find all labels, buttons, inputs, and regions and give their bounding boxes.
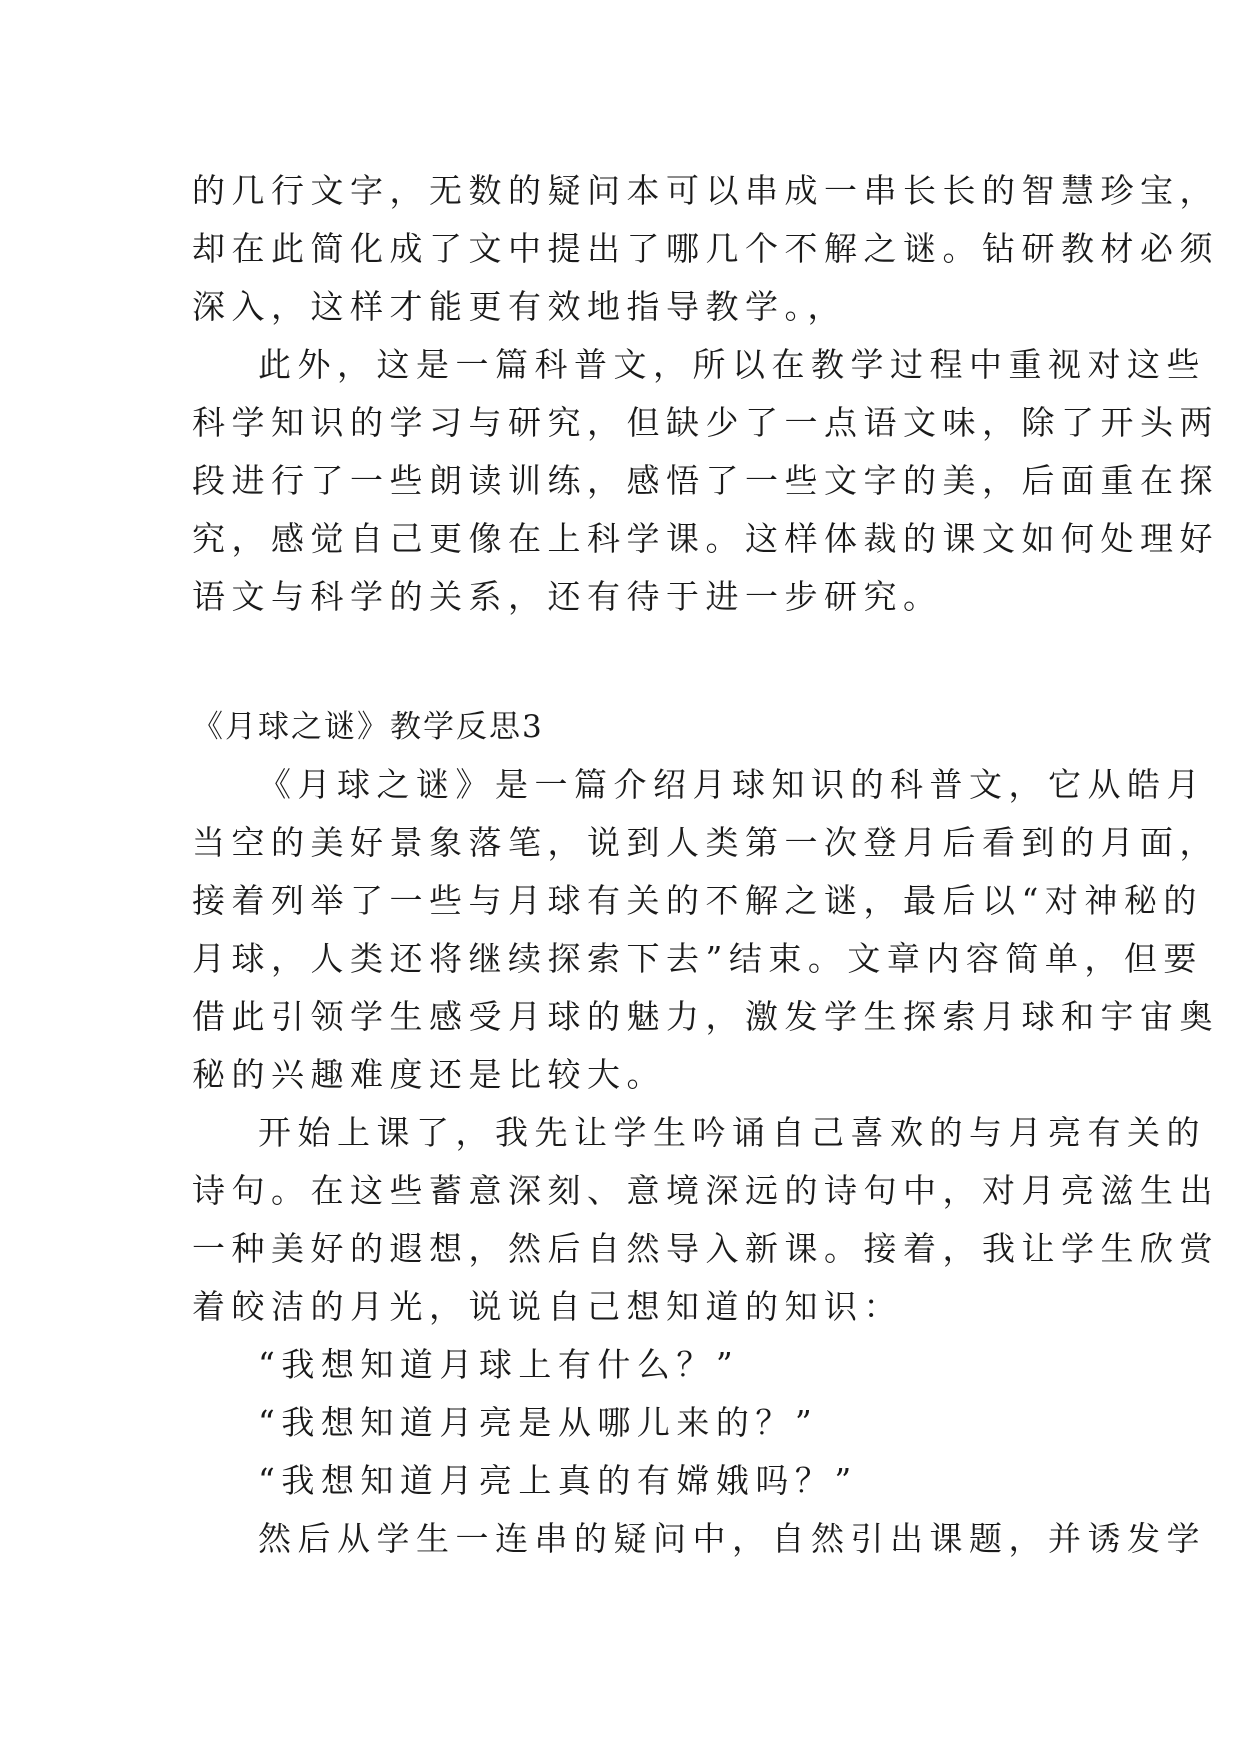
- quote-line: “我想知道月亮是从哪儿来的？”: [258, 1403, 819, 1442]
- paragraph-line: 接着列举了一些与月球有关的不解之谜，最后以“对神秘的: [192, 881, 1203, 920]
- paragraph-line: 科学知识的学习与研究，但缺少了一点语文味，除了开头两: [192, 403, 1219, 442]
- section-gap: [192, 626, 1062, 698]
- paragraph-line: 语文与科学的关系，还有待于进一步研究。: [192, 577, 943, 616]
- paragraph-line: 《月球之谜》是一篇介绍月球知识的科普文，它从皓月: [258, 765, 1206, 804]
- paragraph-line: 月球，人类还将继续探索下去”结束。文章内容简单，但要: [192, 939, 1203, 978]
- paragraph-line: 却在此简化成了文中提出了哪几个不解之谜。钻研教材必须: [192, 229, 1219, 268]
- paragraph-line: 的几行文字，无数的疑问本可以串成一串长长的智慧珍宝，: [192, 171, 1219, 210]
- quote-line: “我想知道月球上有什么？”: [258, 1345, 740, 1384]
- section-heading: 《月球之谜》教学反思3: [192, 709, 544, 745]
- paragraph-line: 深入，这样才能更有效地指导教学。，: [192, 287, 847, 326]
- paragraph-line: 诗句。在这些蓄意深刻、意境深远的诗句中，对月亮滋生出: [192, 1171, 1219, 1210]
- paragraph-line: 秘的兴趣难度还是比较大。: [192, 1055, 666, 1094]
- paragraph-line: 当空的美好景象落笔，说到人类第一次登月后看到的月面，: [192, 823, 1219, 862]
- paragraph-line: 段进行了一些朗读训练，感悟了一些文字的美，后面重在探: [192, 461, 1219, 500]
- paragraph-line: 究，感觉自己更像在上科学课。这样体裁的课文如何处理好: [192, 519, 1219, 558]
- paragraph-line: 借此引领学生感受月球的魅力，激发学生探索月球和宇宙奥: [192, 997, 1219, 1036]
- document-page: [192, 162, 1219, 1568]
- paragraph-line: 开始上课了，我先让学生吟诵自己喜欢的与月亮有关的: [258, 1113, 1206, 1152]
- quote-line: “我想知道月亮上真的有嫦娥吗？”: [258, 1461, 858, 1500]
- paragraph-line: 然后从学生一连串的疑问中，自然引出课题，并诱发学: [258, 1519, 1206, 1558]
- paragraph-line: 着皎洁的月光，说说自己想知道的知识：: [192, 1287, 903, 1326]
- paragraph-line: 此外，这是一篇科普文，所以在教学过程中重视对这些: [258, 345, 1206, 384]
- paragraph-line: 一种美好的遐想，然后自然导入新课。接着，我让学生欣赏: [192, 1229, 1219, 1268]
